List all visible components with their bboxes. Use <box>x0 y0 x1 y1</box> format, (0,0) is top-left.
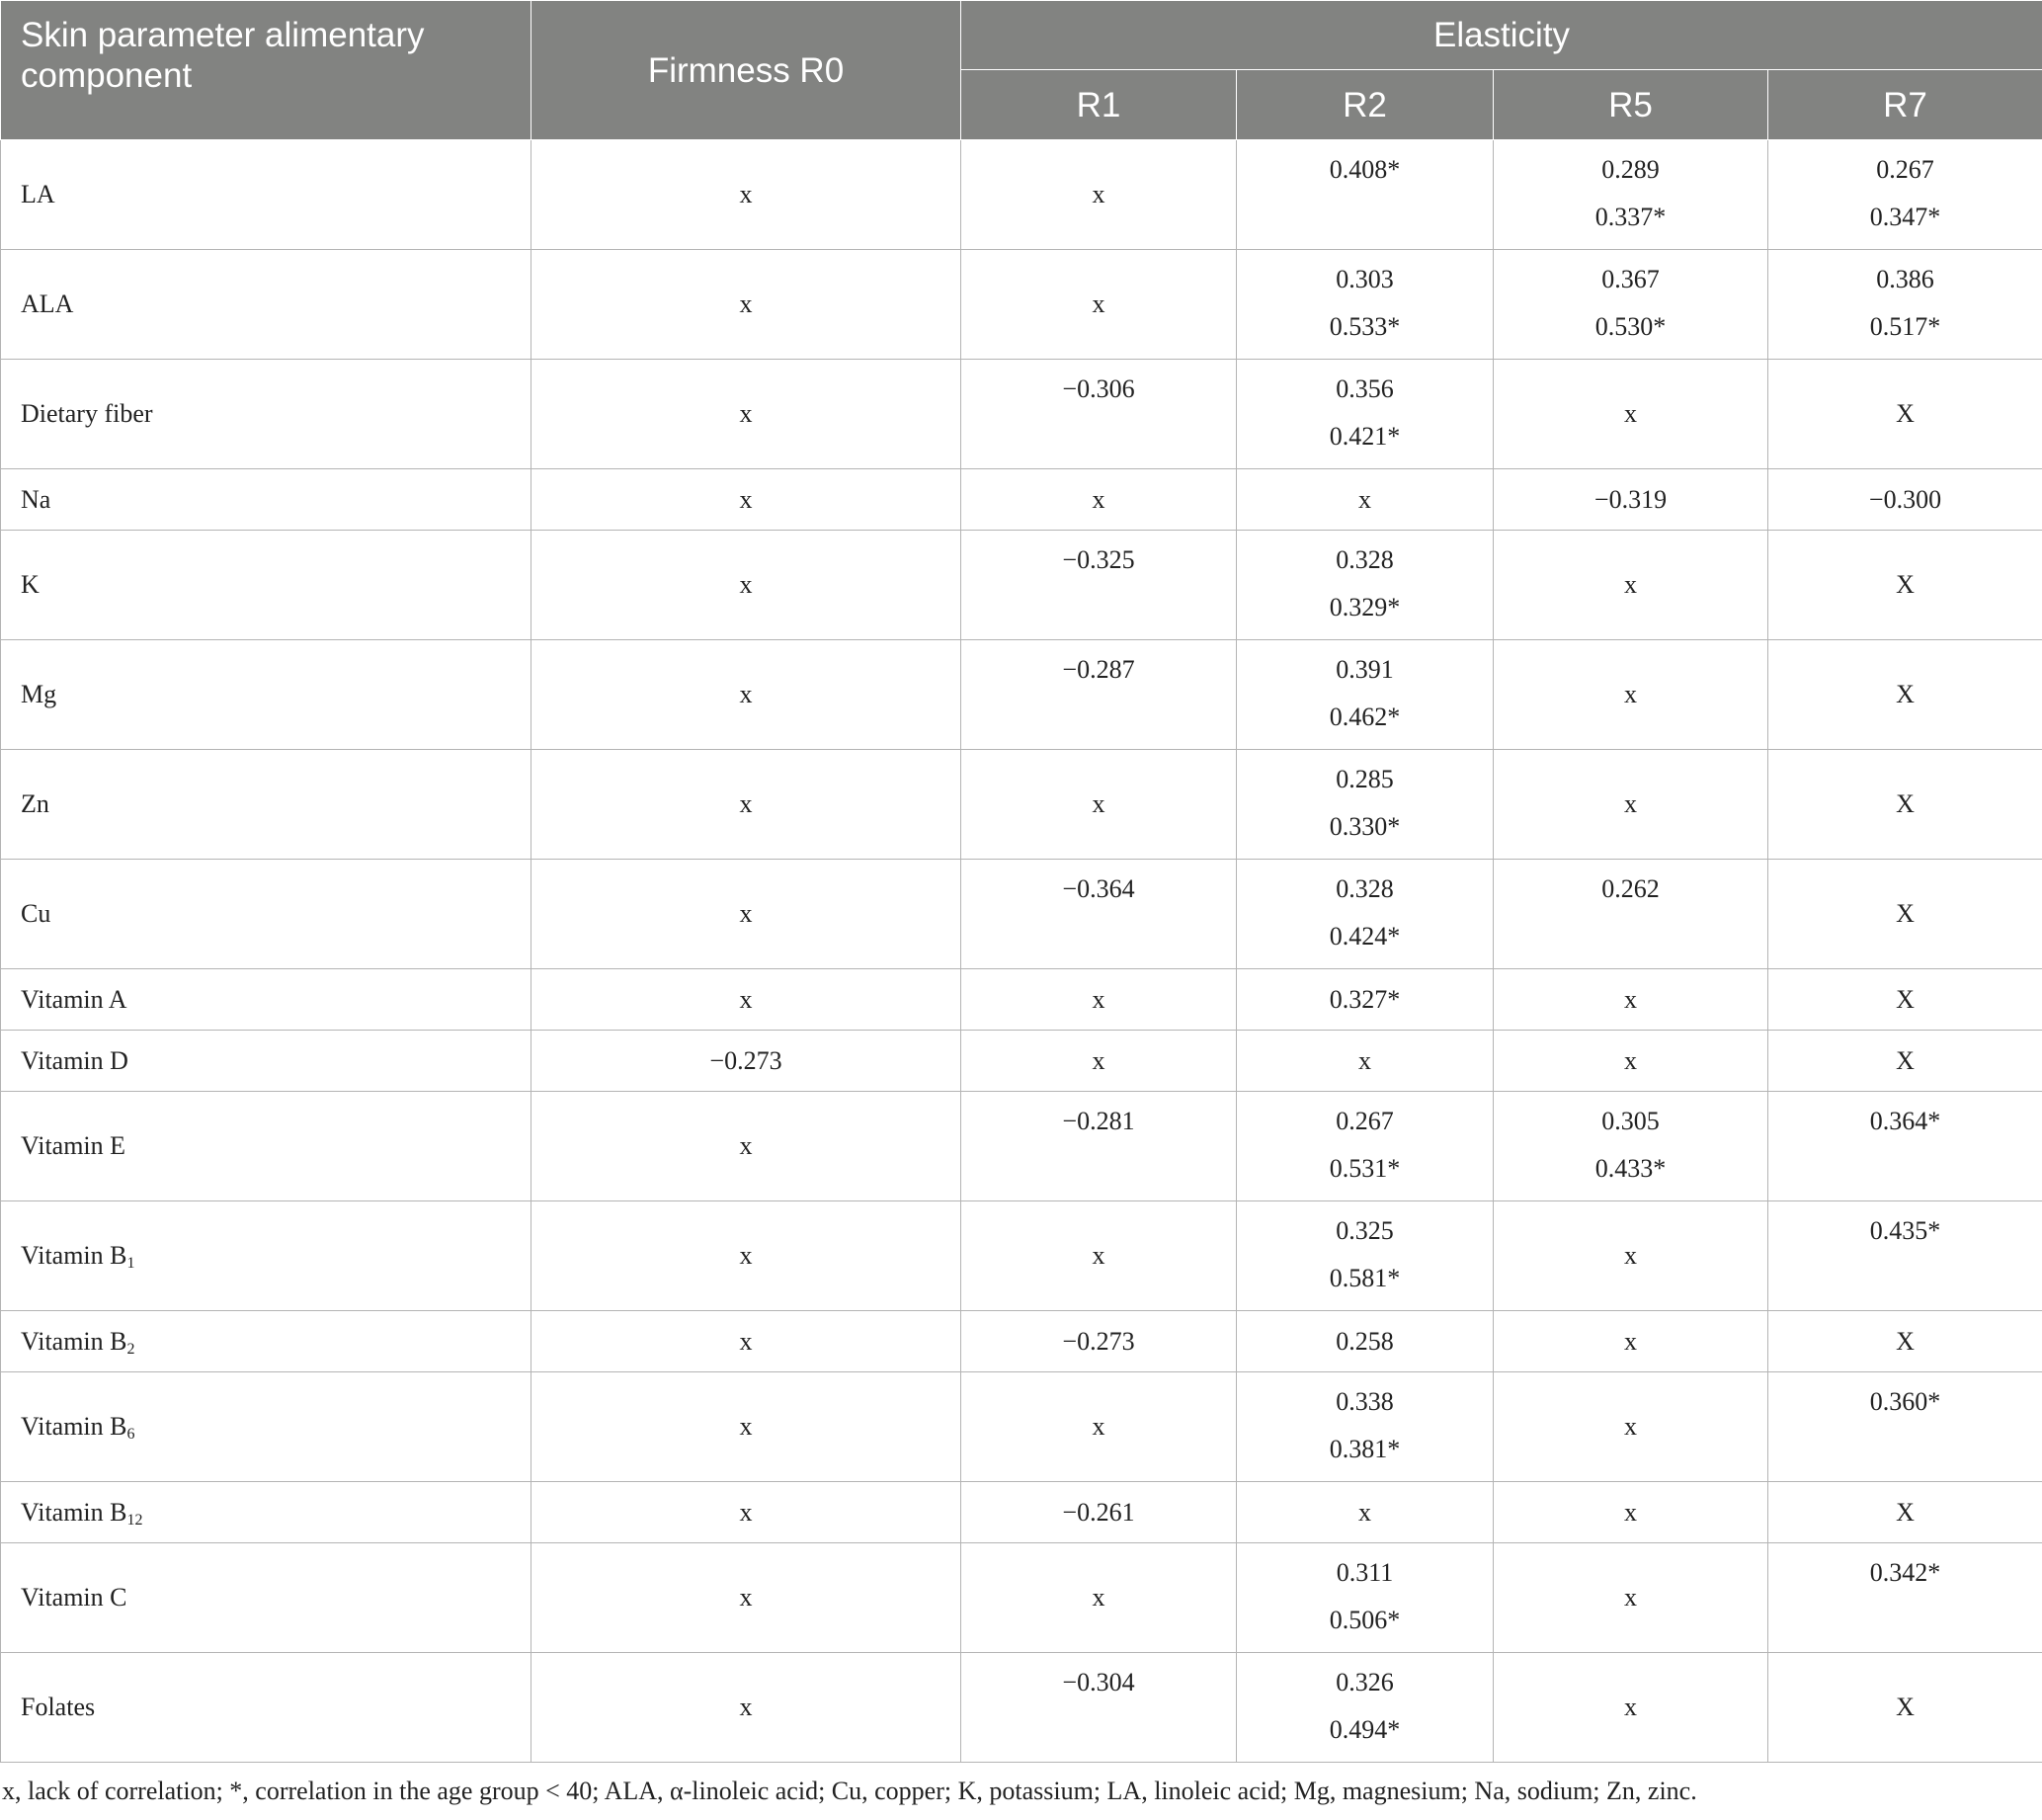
table-header <box>1 1 2042 140</box>
table-row <box>1 969 2042 1031</box>
cell-r7 <box>1768 1653 2042 1763</box>
cell-firmness-r0 <box>531 1372 961 1482</box>
cell-firmness-r0 <box>531 360 961 469</box>
row-label <box>1 1311 531 1372</box>
cell-value: 0.360* <box>1869 1387 1941 1416</box>
row-label <box>1 640 531 750</box>
cell-value: −0.364 <box>1062 874 1135 903</box>
row-label-text: Vitamin E <box>21 1131 126 1160</box>
cell-value-young: 0.424* <box>1329 922 1401 951</box>
cell-value: X <box>1896 1045 1915 1075</box>
cell-r5 <box>1494 250 1768 360</box>
cell-r7 <box>1768 360 2042 469</box>
table-row <box>1 1543 2042 1653</box>
cell-value: −0.300 <box>1868 484 1942 514</box>
row-label-text: Vitamin A <box>21 984 127 1014</box>
row-label-text: Vitamin C <box>21 1583 127 1612</box>
cell-value: X <box>1896 570 1915 599</box>
table-body <box>1 140 2042 1763</box>
row-label-text: Folates <box>21 1693 96 1721</box>
cell-r7 <box>1768 1543 2042 1653</box>
cell-value: 0.305 <box>1601 1107 1660 1135</box>
row-label-text: LA <box>21 180 55 208</box>
cell-r7 <box>1768 1031 2042 1092</box>
cell-value: x <box>1624 399 1637 428</box>
cell-value: x <box>739 484 753 514</box>
row-label <box>1 1482 531 1543</box>
cell-r2 <box>1237 469 1494 531</box>
cell-r7 <box>1768 969 2042 1031</box>
cell-value-young: 0.506* <box>1329 1606 1401 1634</box>
table-row <box>1 140 2042 250</box>
cell-value-young: 0.462* <box>1329 703 1401 731</box>
cell-r5 <box>1494 360 1768 469</box>
cell-value-young: 0.531* <box>1329 1154 1401 1183</box>
cell-value: 0.338 <box>1336 1387 1394 1416</box>
row-label-text: Vitamin D <box>21 1045 128 1075</box>
row-label-text: Mg <box>21 680 57 708</box>
cell-value: −0.281 <box>1062 1107 1135 1135</box>
cell-value: x <box>1092 290 1105 318</box>
cell-value: x <box>1092 484 1105 514</box>
cell-value: 0.408* <box>1329 155 1401 184</box>
cell-r2 <box>1237 1653 1494 1763</box>
cell-value: X <box>1896 1326 1915 1356</box>
cell-r7 <box>1768 1311 2042 1372</box>
row-label-subscript: 1 <box>126 1255 135 1272</box>
cell-value: x <box>739 1131 753 1160</box>
table-footnote: x, lack of correlation; *, correlation in the age group < 40; ALA, α-linoleic acid; Cu, copper; K, potassium; LA, linoleic acid; Mg, magnesium; Na, sodium; Zn, zinc. <box>2 1777 1697 1805</box>
cell-value-young: 0.347* <box>1869 203 1941 231</box>
cell-value: x <box>1624 1693 1637 1721</box>
cell-value: x <box>739 899 753 928</box>
cell-value-young: 0.533* <box>1329 312 1401 341</box>
cell-value: x <box>739 1326 753 1356</box>
cell-value: 0.303 <box>1336 265 1394 293</box>
cell-value-young: 0.517* <box>1869 312 1941 341</box>
cell-r1 <box>961 360 1237 469</box>
cell-value: x <box>739 399 753 428</box>
cell-r2 <box>1237 140 1494 250</box>
cell-firmness-r0 <box>531 140 961 250</box>
cell-r1 <box>961 1653 1237 1763</box>
cell-value: x <box>739 1241 753 1270</box>
cell-value: x <box>1358 1497 1371 1527</box>
cell-firmness-r0 <box>531 1543 961 1653</box>
cell-value: x <box>1092 789 1105 818</box>
row-label-subscript: 6 <box>126 1426 135 1443</box>
cell-r7 <box>1768 1372 2042 1482</box>
cell-value: −0.287 <box>1062 655 1135 684</box>
row-label <box>1 469 531 531</box>
cell-value-young: 0.581* <box>1329 1264 1401 1292</box>
cell-r1 <box>961 1482 1237 1543</box>
cell-r5 <box>1494 969 1768 1031</box>
row-label-subscript: 2 <box>126 1340 135 1358</box>
cell-value: x <box>739 789 753 818</box>
cell-value: x <box>1624 1412 1637 1441</box>
row-label <box>1 1201 531 1311</box>
row-label-text: Na <box>21 484 51 514</box>
cell-firmness-r0 <box>531 640 961 750</box>
cell-value: 0.267 <box>1336 1107 1394 1135</box>
cell-r1 <box>961 1031 1237 1092</box>
cell-value: x <box>739 680 753 708</box>
cell-value: 0.285 <box>1336 765 1394 793</box>
row-label-subscript: 12 <box>126 1511 143 1529</box>
cell-r5 <box>1494 640 1768 750</box>
row-label-text: Vitamin B <box>21 1497 127 1527</box>
cell-r2 <box>1237 750 1494 860</box>
cell-r2 <box>1237 1543 1494 1653</box>
cell-value: 0.356 <box>1336 374 1394 403</box>
table-row <box>1 360 2042 469</box>
cell-value: x <box>739 1583 753 1612</box>
cell-value: X <box>1896 1693 1915 1721</box>
table-row <box>1 1201 2042 1311</box>
table-row <box>1 750 2042 860</box>
cell-value-young: 0.329* <box>1329 593 1401 621</box>
cell-r5 <box>1494 750 1768 860</box>
cell-value: x <box>1358 484 1371 514</box>
row-label <box>1 1092 531 1201</box>
cell-r2 <box>1237 1031 1494 1092</box>
cell-r2 <box>1237 1201 1494 1311</box>
cell-r1 <box>961 1201 1237 1311</box>
cell-value: x <box>739 1412 753 1441</box>
cell-r2 <box>1237 1311 1494 1372</box>
cell-firmness-r0 <box>531 469 961 531</box>
cell-r2 <box>1237 860 1494 969</box>
row-label <box>1 1543 531 1653</box>
cell-value: x <box>739 570 753 599</box>
cell-value: 0.262 <box>1601 874 1660 903</box>
cell-value: 0.342* <box>1869 1558 1941 1587</box>
cell-value: x <box>1624 1326 1637 1356</box>
cell-value: x <box>739 290 753 318</box>
cell-r7 <box>1768 1092 2042 1201</box>
cell-r1 <box>961 469 1237 531</box>
cell-value-young: 0.381* <box>1329 1435 1401 1463</box>
cell-value: −0.261 <box>1062 1497 1135 1527</box>
cell-firmness-r0 <box>531 1031 961 1092</box>
cell-value: −0.319 <box>1593 484 1668 514</box>
cell-value: x <box>1624 1497 1637 1527</box>
cell-value: 0.367 <box>1601 265 1660 293</box>
cell-firmness-r0 <box>531 531 961 640</box>
cell-r5 <box>1494 1482 1768 1543</box>
cell-r5 <box>1494 860 1768 969</box>
cell-r1 <box>961 969 1237 1031</box>
cell-r5 <box>1494 531 1768 640</box>
table-row <box>1 250 2042 360</box>
row-label <box>1 1372 531 1482</box>
cell-r5 <box>1494 1031 1768 1092</box>
cell-r7 <box>1768 469 2042 531</box>
row-label <box>1 1031 531 1092</box>
cell-value: 0.328 <box>1336 545 1394 574</box>
cell-r5 <box>1494 1653 1768 1763</box>
cell-r7 <box>1768 250 2042 360</box>
cell-r2 <box>1237 360 1494 469</box>
cell-r1 <box>961 1543 1237 1653</box>
cell-value: x <box>739 1693 753 1721</box>
cell-r2 <box>1237 250 1494 360</box>
row-label <box>1 250 531 360</box>
cell-value: 0.258 <box>1336 1326 1394 1356</box>
cell-r2 <box>1237 1372 1494 1482</box>
cell-value: X <box>1896 680 1915 708</box>
cell-value: 0.325 <box>1336 1216 1394 1245</box>
cell-value-young: 0.433* <box>1594 1154 1667 1183</box>
cell-firmness-r0 <box>531 1201 961 1311</box>
cell-value: x <box>1092 984 1105 1014</box>
cell-r1 <box>961 750 1237 860</box>
table-row <box>1 1482 2042 1543</box>
row-label-text: Zn <box>21 789 49 818</box>
cell-r5 <box>1494 140 1768 250</box>
cell-firmness-r0 <box>531 1311 961 1372</box>
cell-firmness-r0 <box>531 969 961 1031</box>
cell-value-young: 0.337* <box>1594 203 1667 231</box>
table-row <box>1 1311 2042 1372</box>
cell-r7 <box>1768 1201 2042 1311</box>
cell-r5 <box>1494 1543 1768 1653</box>
row-label <box>1 531 531 640</box>
cell-value: x <box>739 984 753 1014</box>
row-label-text: Dietary fiber <box>21 399 153 428</box>
header-firmness: Firmness R0 <box>531 1 961 140</box>
cell-r7 <box>1768 860 2042 969</box>
cell-value: X <box>1896 1497 1915 1527</box>
header-skin-parameter: Skin parameter alimentary component <box>1 1 531 140</box>
header-r5: R5 <box>1494 70 1768 140</box>
cell-value-young: 0.494* <box>1329 1715 1401 1744</box>
cell-r2 <box>1237 640 1494 750</box>
cell-value: x <box>1624 1583 1637 1612</box>
cell-r2 <box>1237 969 1494 1031</box>
cell-r1 <box>961 1092 1237 1201</box>
cell-value: 0.391 <box>1336 655 1394 684</box>
cell-firmness-r0 <box>531 1092 961 1201</box>
cell-value: 0.289 <box>1601 155 1660 184</box>
table-row <box>1 1092 2042 1201</box>
cell-r1 <box>961 640 1237 750</box>
cell-firmness-r0 <box>531 250 961 360</box>
cell-value: x <box>1092 1241 1105 1270</box>
cell-value: −0.325 <box>1062 545 1135 574</box>
cell-value: 0.364* <box>1869 1107 1941 1135</box>
cell-r7 <box>1768 1482 2042 1543</box>
cell-value: x <box>1624 1241 1637 1270</box>
cell-value: x <box>1624 984 1637 1014</box>
cell-r7 <box>1768 140 2042 250</box>
cell-value: x <box>739 1497 753 1527</box>
cell-r1 <box>961 1311 1237 1372</box>
row-label-text: ALA <box>21 290 74 318</box>
row-label <box>1 360 531 469</box>
cell-value: x <box>1624 680 1637 708</box>
header-r2: R2 <box>1237 70 1494 140</box>
cell-value: x <box>1624 789 1637 818</box>
row-label-text: K <box>21 570 40 599</box>
table-row <box>1 1372 2042 1482</box>
cell-value: 0.386 <box>1876 265 1934 293</box>
cell-value-young: 0.421* <box>1329 422 1401 451</box>
cell-value: x <box>739 180 753 208</box>
row-label <box>1 860 531 969</box>
cell-value: X <box>1896 984 1915 1014</box>
cell-value: x <box>1092 1412 1105 1441</box>
cell-value: −0.306 <box>1062 374 1135 403</box>
row-label-text: Vitamin B <box>21 1326 127 1356</box>
cell-r2 <box>1237 1482 1494 1543</box>
cell-value: x <box>1624 1045 1637 1075</box>
row-label-text: Cu <box>21 899 51 928</box>
cell-value: 0.267 <box>1876 155 1934 184</box>
cell-value: 0.327* <box>1329 984 1401 1014</box>
cell-firmness-r0 <box>531 1482 961 1543</box>
cell-r5 <box>1494 1372 1768 1482</box>
header-r7: R7 <box>1768 70 2042 140</box>
table-row <box>1 640 2042 750</box>
cell-value: x <box>1358 1045 1371 1075</box>
cell-value: 0.326 <box>1336 1668 1394 1696</box>
cell-r7 <box>1768 640 2042 750</box>
table-row <box>1 531 2042 640</box>
cell-value-young: 0.330* <box>1329 812 1401 841</box>
cell-value: −0.273 <box>709 1045 782 1075</box>
cell-r2 <box>1237 1092 1494 1201</box>
cell-r7 <box>1768 750 2042 860</box>
cell-r5 <box>1494 1201 1768 1311</box>
cell-r1 <box>961 250 1237 360</box>
cell-value: 0.311 <box>1336 1558 1394 1587</box>
cell-r7 <box>1768 531 2042 640</box>
header-r1: R1 <box>961 70 1237 140</box>
cell-value: 0.435* <box>1869 1216 1941 1245</box>
table-row <box>1 1031 2042 1092</box>
cell-r1 <box>961 531 1237 640</box>
cell-firmness-r0 <box>531 1653 961 1763</box>
row-label <box>1 1653 531 1763</box>
cell-r5 <box>1494 1092 1768 1201</box>
cell-value: −0.273 <box>1062 1326 1135 1356</box>
row-label <box>1 140 531 250</box>
cell-firmness-r0 <box>531 860 961 969</box>
cell-r2 <box>1237 531 1494 640</box>
table-row <box>1 860 2042 969</box>
cell-r1 <box>961 860 1237 969</box>
cell-value: 0.328 <box>1336 874 1394 903</box>
cell-value: X <box>1896 399 1915 428</box>
table-row <box>1 469 2042 531</box>
cell-r1 <box>961 1372 1237 1482</box>
header-elasticity: Elasticity <box>961 1 2042 70</box>
cell-r5 <box>1494 1311 1768 1372</box>
row-label-text: Vitamin B <box>21 1241 127 1270</box>
cell-firmness-r0 <box>531 750 961 860</box>
cell-value: x <box>1092 1583 1105 1612</box>
row-label-text: Vitamin B <box>21 1412 127 1441</box>
cell-r1 <box>961 140 1237 250</box>
cell-value: X <box>1896 899 1915 928</box>
row-label <box>1 750 531 860</box>
cell-value: −0.304 <box>1062 1668 1135 1696</box>
cell-value: x <box>1624 570 1637 599</box>
cell-value: x <box>1092 180 1105 208</box>
cell-value-young: 0.530* <box>1594 312 1667 341</box>
table-row <box>1 1653 2042 1763</box>
cell-value: x <box>1092 1045 1105 1075</box>
row-label <box>1 969 531 1031</box>
cell-value: X <box>1896 789 1915 818</box>
cell-r5 <box>1494 469 1768 531</box>
